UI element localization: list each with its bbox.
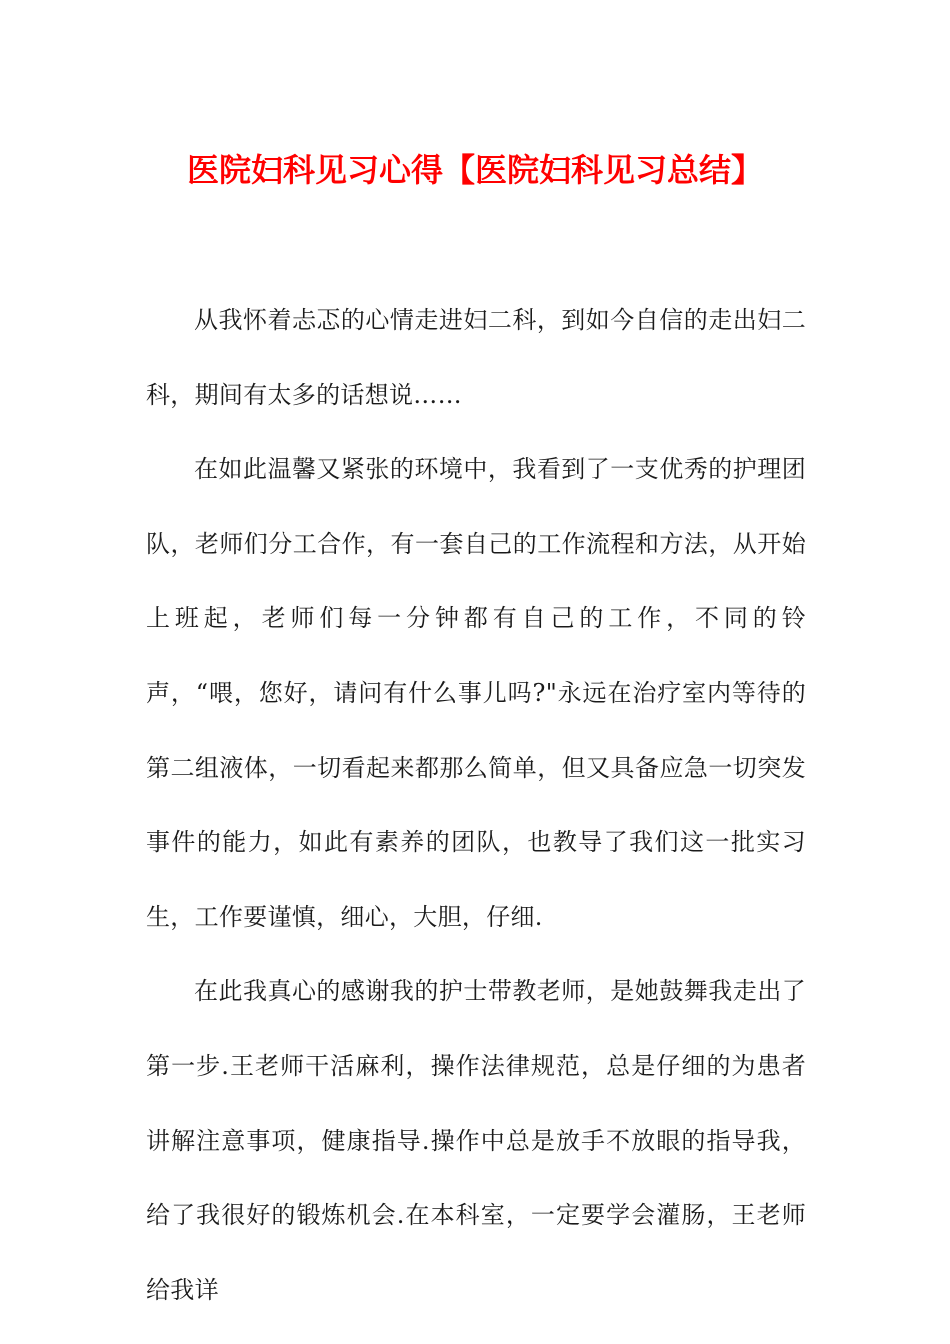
paragraph: 从我怀着忐忑的心情走进妇二科，到如今自信的走出妇二科，期间有太多的话想说…… [146,306,806,409]
document-title: 医院妇科见习心得【医院妇科见习总结】 [186,151,763,189]
paragraph: 在此我真心的感谢我的护士带教老师，是她鼓舞我走出了第一步.王老师干活麻利，操作法律规范，总是仔细的为患者讲解注意事项，健康指导.操作中总是放手不放眼的指导我，给了我很好的锻炼机会.在本科室，一定要学会灌肠，王老师给我详 [146,977,806,1304]
document-body [146,283,806,1327]
paragraph: 在如此温馨又紧张的环境中，我看到了一支优秀的护理团队，老师们分工合作，有一套自己的工作流程和方法，从开始上班起，老师们每一分钟都有自己的工作，不同的铃声，“喂，您好，请问有什么事儿吗?"永远在治疗室内等待的第二组液体，一切看起来都那么简单，但又具备应急一切突发事件的能力，如此有素养的团队，也教导了我们这一批实习生，工作要谨慎，细心，大胆，仔细. [146,455,806,931]
